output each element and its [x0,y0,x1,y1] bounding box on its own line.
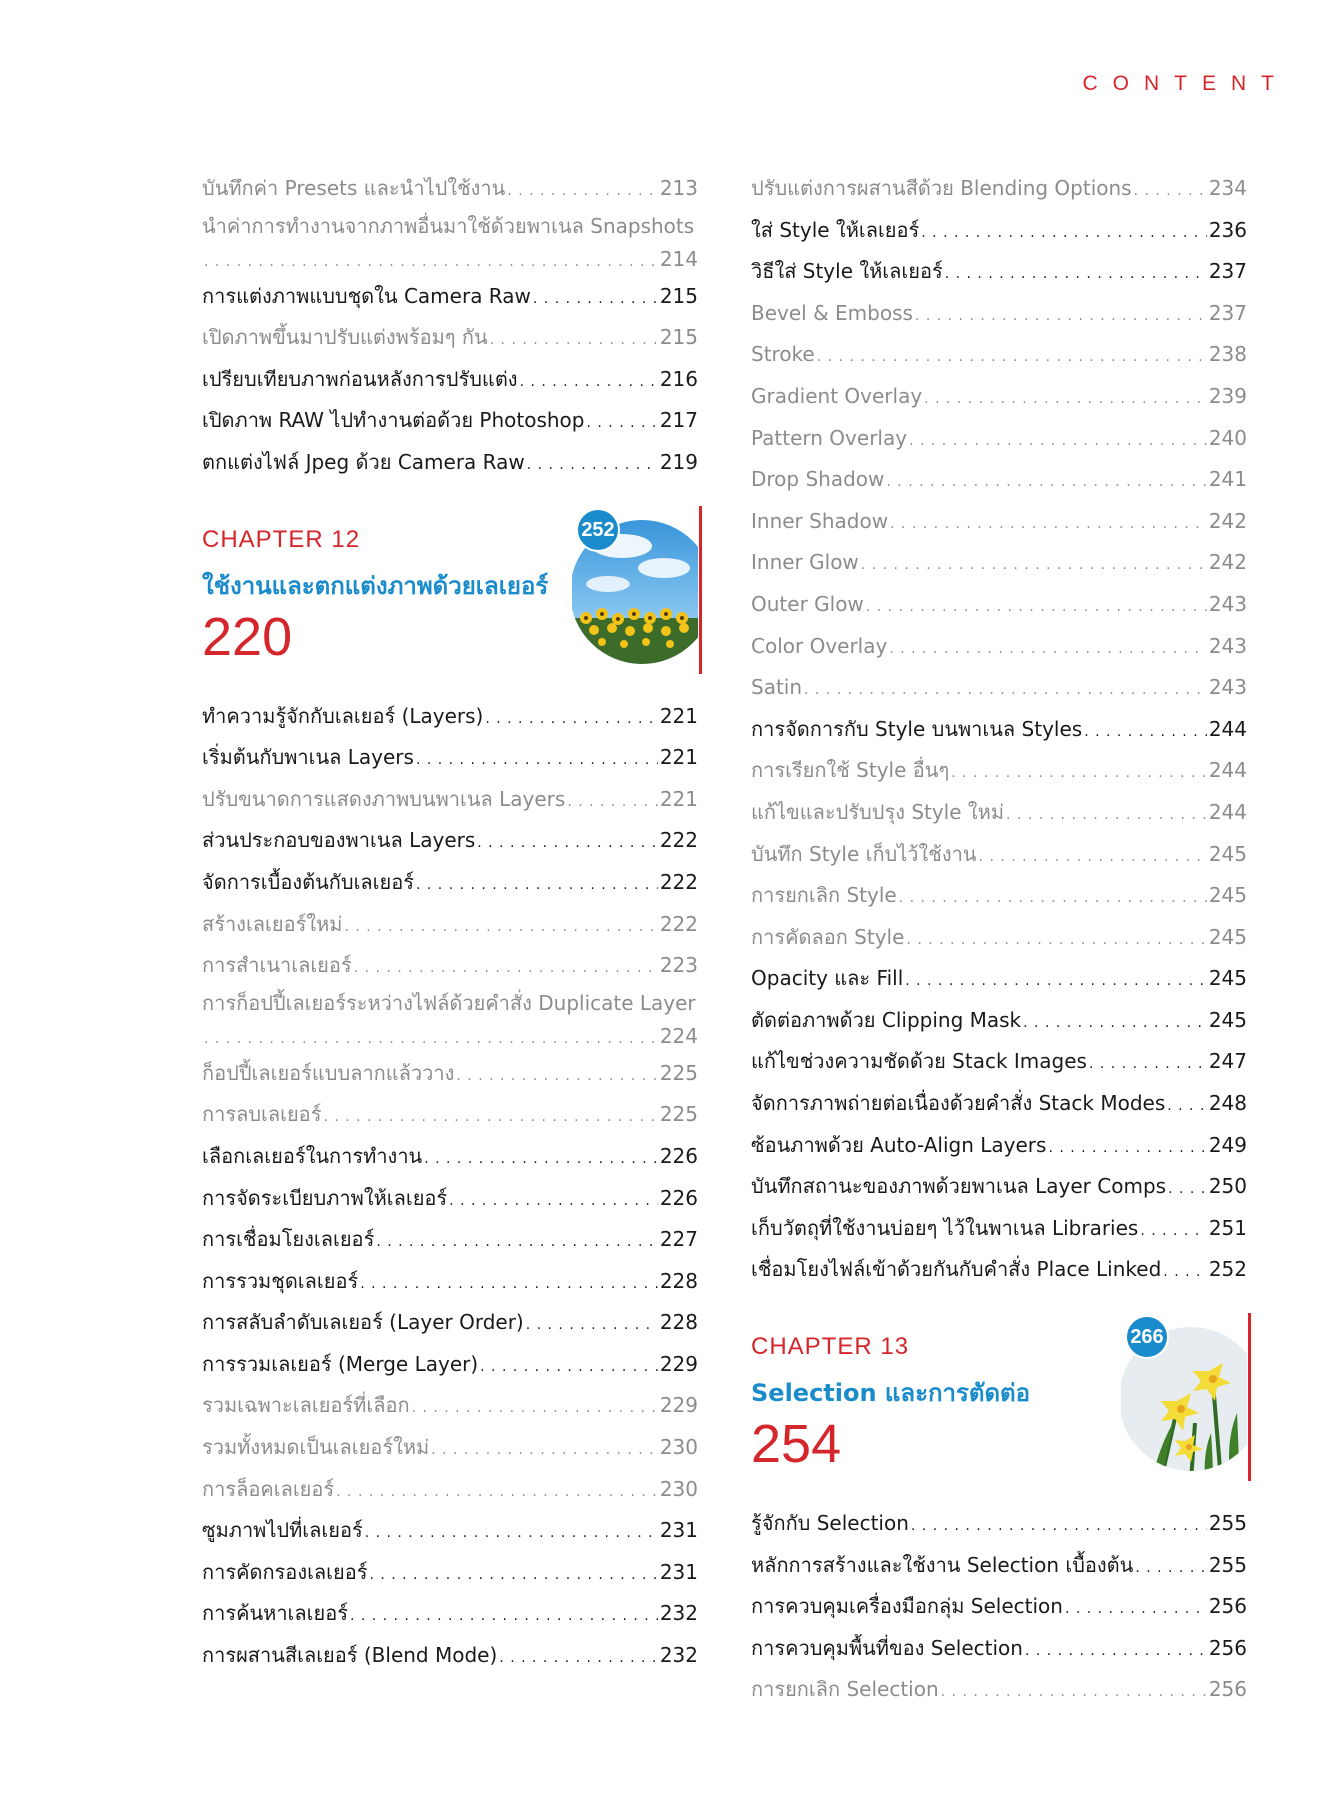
dot-leader [1006,795,1207,837]
toc-entry-page: 244 [1208,716,1247,741]
chapter-title: Selection และการตัดต่อ [751,1379,1031,1408]
toc-entry-page: 231 [659,1559,698,1584]
toc-list [751,1503,1247,1711]
dot-leader [886,462,1206,504]
dot-leader [526,1305,658,1347]
toc-entry [751,542,1247,584]
toc-entry [751,792,1247,834]
toc-entry [751,1586,1247,1628]
toc-entry-title: เชื่อมโยงไฟล์เข้าด้วยกันกับคำสั่ง Place Linked [751,1257,1162,1282]
toc-entry-title: ทำความรู้จักกับเลเยอร์ (Layers) [202,703,484,728]
toc-entry [751,168,1247,210]
toc-entry-page: 236 [1208,217,1247,242]
toc-column-left [202,168,698,1677]
toc-entry [751,1000,1247,1042]
toc-list [202,696,698,1677]
dot-leader [365,1513,658,1555]
dot-leader [915,296,1207,338]
toc-entry-page: 227 [659,1227,698,1252]
toc-entry-page: 250 [1208,1174,1247,1199]
toc-entry-title: ตัดต่อภาพด้วย Clipping Mask [751,1007,1022,1032]
toc-entry-title: ซ้อนภาพด้วย Auto-Align Layers [751,1132,1047,1157]
toc-entry-title: เปรียบเทียบภาพก่อนหลังการปรับแต่ง [202,366,518,391]
chapter-page-number: 254 [751,1414,842,1475]
toc-entry-page: 232 [659,1601,698,1626]
toc-entry-page: 221 [659,786,698,811]
chapter-13-image [1121,1313,1247,1481]
chapter-13-block [751,1313,1247,1503]
chapter-page-badge: 252 [576,508,620,552]
toc-entry-page: 240 [1208,425,1247,450]
toc-entry-page: 234 [1208,176,1247,200]
dot-leader [431,1430,658,1472]
dot-leader [945,254,1207,296]
toc-entry-title: การก็อปปี้เลเยอร์ระหว่างไฟล์ด้วยคำสั่ง Duplicate Layer [202,990,696,1015]
toc-entry-page: 224 [659,1023,698,1048]
toc-entry [202,737,698,779]
toc-entry [202,1261,698,1303]
dot-leader [480,1347,658,1389]
toc-entry [202,779,698,821]
dot-leader [567,782,658,824]
toc-entry-page: 219 [659,449,698,474]
toc-entry-title: การคัดลอก Style [751,924,905,949]
dot-leader [1163,1252,1207,1294]
toc-entry [202,359,698,401]
toc-entry-page: 237 [1208,300,1247,325]
toc-entry-title: วิธีใส่ Style ให้เลเยอร์ [751,259,943,284]
toc-entry-page: 239 [1208,383,1247,408]
toc-entry-page: 225 [659,1060,698,1085]
toc-entry-title: Inner Shadow [751,508,889,533]
toc-entry [202,442,698,484]
toc-entry-page: 242 [1208,550,1247,575]
toc-entry-title: Stroke [751,342,815,367]
toc-entry-page: 255 [1208,1511,1247,1536]
toc-entry-page: 249 [1208,1132,1247,1157]
toc-entry-title: การคัดกรองเลเยอร์ [202,1559,368,1584]
toc-entry-title: การสำเนาเลเยอร์ [202,953,352,978]
toc-entry-title: เก็บวัตถุที่ใช้งานบ่อยๆ ไว้ในพาเนล Libraries [751,1215,1139,1240]
chapter-12-block [202,506,698,696]
toc-entry [751,459,1247,501]
toc-entry-page: 225 [659,1102,698,1127]
toc-list [202,168,698,484]
toc-entry-title: Drop Shadow [751,467,885,492]
chapter-page-number: 220 [202,606,293,667]
toc-entry [751,875,1247,917]
toc-entry [202,1302,698,1344]
dot-leader [1025,1631,1207,1673]
dot-leader [905,961,1207,1003]
toc-entry-page: 222 [659,869,698,894]
toc-entry [202,210,698,276]
toc-entry [751,210,1247,252]
toc-entry-page: 242 [1208,508,1247,533]
toc-entry-title: การเชื่อมโยงเลเยอร์ [202,1227,375,1252]
toc-entry-page: 256 [1208,1677,1247,1702]
toc-entry-title: เปิดภาพ RAW ไปทำงานต่อด้วย Photoshop [202,408,585,433]
dot-leader [323,1097,657,1139]
toc-entry [751,1041,1247,1083]
toc-entry [751,251,1247,293]
toc-entry-title: นำค่าการทำงานจากภาพอื่นมาใช้ด้วยพาเนล Snapshots [202,213,695,238]
toc-entry-page: 222 [659,911,698,936]
toc-entry-page: 216 [659,366,698,391]
dot-leader [412,1388,658,1430]
toc-entry [202,1178,698,1220]
toc-entry-page: 255 [1208,1552,1247,1577]
toc-entry-title: ส่วนประกอบของพาเนล Layers [202,828,476,853]
chapter-label: CHAPTER 13 [751,1333,910,1361]
dot-leader [979,837,1207,879]
toc-entry-title: การรวมเลเยอร์ (Merge Layer) [202,1351,479,1376]
dot-leader [1023,1003,1207,1045]
toc-entry [202,1094,698,1136]
toc-entry-page: 213 [659,176,698,200]
dot-leader [344,907,657,949]
toc-entry-page: 228 [659,1310,698,1335]
toc-entry-page: 245 [1208,1007,1247,1032]
dot-leader [360,1264,658,1306]
toc-entry [751,1208,1247,1250]
toc-entry [751,1083,1247,1125]
toc-entry-title: Satin [751,675,803,700]
dot-leader [899,878,1207,920]
dot-leader [889,629,1206,671]
toc-entry-page: 252 [1208,1257,1247,1282]
chapter-title: ใช้งานและตกแต่งภาพด้วยเลเยอร์ [202,571,549,600]
toc-entry [202,276,698,318]
toc-entry-page: 245 [1208,883,1247,908]
toc-entry-title: เลือกเลเยอร์ในการทำงาน [202,1143,423,1168]
toc-entry-title: การเรียกใช้ Style อื่นๆ [751,758,950,783]
toc-entry-page: 256 [1208,1594,1247,1619]
toc-entry [751,958,1247,1000]
toc-entry-title: การค้นหาเลเยอร์ [202,1601,348,1626]
dot-leader [866,587,1207,629]
dot-leader [1140,1211,1206,1253]
chapter-page-badge: 266 [1125,1315,1169,1359]
dot-leader [1065,1589,1207,1631]
toc-entry [751,418,1247,460]
dot-leader [416,740,658,782]
toc-entry-page: 237 [1208,259,1247,284]
page-header: CONTENT [1082,72,1289,95]
dot-leader [1084,712,1207,754]
dot-leader [1168,1169,1207,1211]
toc-entry [751,709,1247,751]
toc-entry-title: แก้ไขและปรับปรุง Style ใหม่ [751,799,1005,824]
toc-entry [751,293,1247,335]
dot-leader [520,362,658,404]
chapter-divider-line [699,506,702,674]
dot-leader [817,337,1207,379]
toc-entry-title: การควบคุมพื้นที่ของ Selection [751,1635,1023,1660]
toc-entry [202,1593,698,1635]
toc-entry-title: การสลับลำดับเลเยอร์ (Layer Order) [202,1310,524,1335]
dot-leader [477,823,658,865]
toc-entry [751,1166,1247,1208]
toc-entry [202,987,698,1053]
toc-entry-title: การแต่งภาพแบบชุดใน Camera Raw [202,283,531,308]
toc-entry [751,667,1247,709]
toc-entry [202,904,698,946]
toc-entry [751,750,1247,792]
toc-entry-page: 243 [1208,675,1247,700]
toc-entry-title: หลักการสร้างและใช้งาน Selection เบื้องต้น [751,1552,1134,1577]
toc-entry-page: 251 [1208,1215,1247,1240]
toc-entry-title: ซูมภาพไปที่เลเยอร์ [202,1518,363,1543]
toc-entry-title: การควบคุมเครื่องมือกลุ่ม Selection [751,1594,1063,1619]
toc-entry-title: Opacity และ Fill [751,966,904,991]
toc-entry-title: ปรับขนาดการแสดงภาพบนพาเนล Layers [202,786,566,811]
dot-leader [924,379,1207,421]
toc-entry-title: ก็อปปี้เลเยอร์แบบลากแล้ววาง [202,1060,455,1085]
toc-entry [202,862,698,904]
toc-entry [202,696,698,738]
toc-entry-title: การยกเลิก Selection [751,1677,939,1702]
toc-entry-page: 226 [659,1143,698,1168]
toc-entry-page: 244 [1208,799,1247,824]
toc-entry-title: การผสานสีเลเยอร์ (Blend Mode) [202,1643,498,1668]
toc-entry-title: การจัดการกับ Style บนพาเนล Styles [751,716,1083,741]
toc-entry [751,1125,1247,1167]
toc-entry-page: 248 [1208,1091,1247,1116]
toc-entry [751,834,1247,876]
toc-entry [202,400,698,442]
dot-leader [1167,1086,1207,1128]
dot-leader [204,246,658,279]
toc-entry [751,1503,1247,1545]
toc-list [751,168,1247,1291]
toc-entry-page: 222 [659,828,698,853]
toc-entry-title: รวมทั้งหมดเป็นเลเยอร์ใหม่ [202,1435,430,1460]
toc-entry-title: Outer Glow [751,591,864,616]
toc-entry-title: Bevel & Emboss [751,300,913,325]
toc-entry-page: 245 [1208,966,1247,991]
dot-leader [456,1056,657,1098]
toc-entry [751,1628,1247,1670]
toc-entry-title: การล็อคเลเยอร์ [202,1476,335,1501]
toc-entry-page: 223 [659,953,698,978]
toc-entry-page: 230 [659,1435,698,1460]
dot-leader [911,1506,1207,1548]
toc-entry [202,1469,698,1511]
toc-entry-page: 243 [1208,591,1247,616]
chapter-12-image [572,506,698,674]
toc-entry-page: 243 [1208,633,1247,658]
toc-entry-title: ตกแต่งไฟล์ Jpeg ด้วย Camera Raw [202,449,525,474]
toc-entry-title: Inner Glow [751,550,859,575]
dot-leader [490,320,658,362]
dot-leader [204,1023,658,1056]
toc-entry-page: 221 [659,703,698,728]
toc-entry-page: 244 [1208,758,1247,783]
dot-leader [499,1638,658,1680]
toc-entry-title: ปรับแต่งการผสานสีด้วย Blending Options [751,176,1132,200]
dot-leader [336,1472,658,1514]
dot-leader [376,1222,657,1264]
dot-leader [527,445,658,487]
dot-leader [1134,171,1207,213]
dot-leader [369,1555,657,1597]
toc-entry-title: จัดการภาพถ่ายต่อเนื่องด้วยคำสั่ง Stack Modes [751,1091,1166,1116]
toc-entry [202,1635,698,1677]
dot-leader [449,1181,658,1223]
dot-leader [587,403,658,445]
toc-entry-title: เริ่มต้นกับพาเนล Layers [202,745,414,770]
dot-leader [533,279,658,321]
toc-entry-page: 241 [1208,467,1247,492]
toc-entry-title: การรวมชุดเลเยอร์ [202,1268,359,1293]
toc-entry-title: การจัดระเบียบภาพให้เลเยอร์ [202,1185,448,1210]
toc-entry-page: 214 [659,246,698,271]
toc-entry [202,1510,698,1552]
dot-leader [507,171,657,213]
toc-entry [202,168,698,210]
toc-entry-page: 215 [659,325,698,350]
dot-leader [1089,1044,1207,1086]
toc-entry-page: 256 [1208,1635,1247,1660]
toc-entry-page: 230 [659,1476,698,1501]
toc-entry [751,1669,1247,1711]
toc-entry-page: 217 [659,408,698,433]
dot-leader [804,670,1207,712]
dot-leader [861,545,1207,587]
toc-entry [751,1545,1247,1587]
toc-entry [751,1249,1247,1291]
toc-entry-title: การลบเลเยอร์ [202,1102,322,1127]
toc-entry-page: 232 [659,1643,698,1668]
toc-entry-title: จัดการเบื้องต้นกับเลเยอร์ [202,869,414,894]
toc-entry-title: สร้างเลเยอร์ใหม่ [202,911,343,936]
toc-entry-title: รวมเฉพาะเลเยอร์ที่เลือก [202,1393,410,1418]
toc-entry-page: 247 [1208,1049,1247,1074]
toc-entry [751,917,1247,959]
toc-entry-title: รู้จักกับ Selection [751,1511,909,1536]
toc-entry-page: 221 [659,745,698,770]
toc-entry [202,945,698,987]
toc-entry [751,626,1247,668]
toc-column-right [751,168,1247,1711]
toc-entry [202,1136,698,1178]
toc-entry [202,1219,698,1261]
toc-entry-title: บันทึก Style เก็บไว้ใช้งาน [751,841,977,866]
chapter-label: CHAPTER 12 [202,525,361,553]
toc-entry [751,334,1247,376]
toc-entry [751,376,1247,418]
toc-entry-title: การยกเลิก Style [751,883,897,908]
toc-entry-title: บันทึกสถานะของภาพด้วยพาเนล Layer Comps [751,1174,1167,1199]
toc-entry-title: แก้ไขช่วงความชัดด้วย Stack Images [751,1049,1087,1074]
dot-leader [350,1596,658,1638]
dot-leader [424,1139,658,1181]
toc-entry-page: 245 [1208,924,1247,949]
toc-entry [202,820,698,862]
dot-leader [416,865,658,907]
toc-entry [202,317,698,359]
dot-leader [951,753,1207,795]
dot-leader [485,699,657,741]
toc-entry-page: 231 [659,1518,698,1543]
toc-entry-title: บันทึกค่า Presets และนำไปใช้งาน [202,176,506,200]
toc-entry [202,1053,698,1095]
toc-entry-page: 229 [659,1393,698,1418]
toc-entry-page: 238 [1208,342,1247,367]
toc-entry-title: ใส่ Style ให้เลเยอร์ [751,217,920,242]
dot-leader [890,504,1207,546]
dot-leader [354,948,658,990]
toc-entry [202,1385,698,1427]
toc-entry-title: Gradient Overlay [751,383,923,408]
toc-entry [202,1552,698,1594]
toc-entry [202,1427,698,1469]
dot-leader [1135,1548,1206,1590]
toc-entry-page: 215 [659,283,698,308]
toc-entry-page: 229 [659,1351,698,1376]
toc-entry-page: 245 [1208,841,1247,866]
toc-entry [751,501,1247,543]
toc-entry-title: Pattern Overlay [751,425,908,450]
chapter-divider-line [1248,1313,1251,1481]
toc-entry-title: เปิดภาพขึ้นมาปรับแต่งพร้อมๆ กัน [202,325,488,350]
toc-entry [202,1344,698,1386]
dot-leader [906,920,1206,962]
dot-leader [921,213,1207,255]
toc-entry-title: Color Overlay [751,633,888,658]
toc-entry [751,584,1247,626]
dot-leader [909,421,1207,463]
dot-leader [1048,1128,1206,1170]
toc-entry-page: 226 [659,1185,698,1210]
dot-leader [941,1672,1207,1714]
toc-entry-page: 228 [659,1268,698,1293]
